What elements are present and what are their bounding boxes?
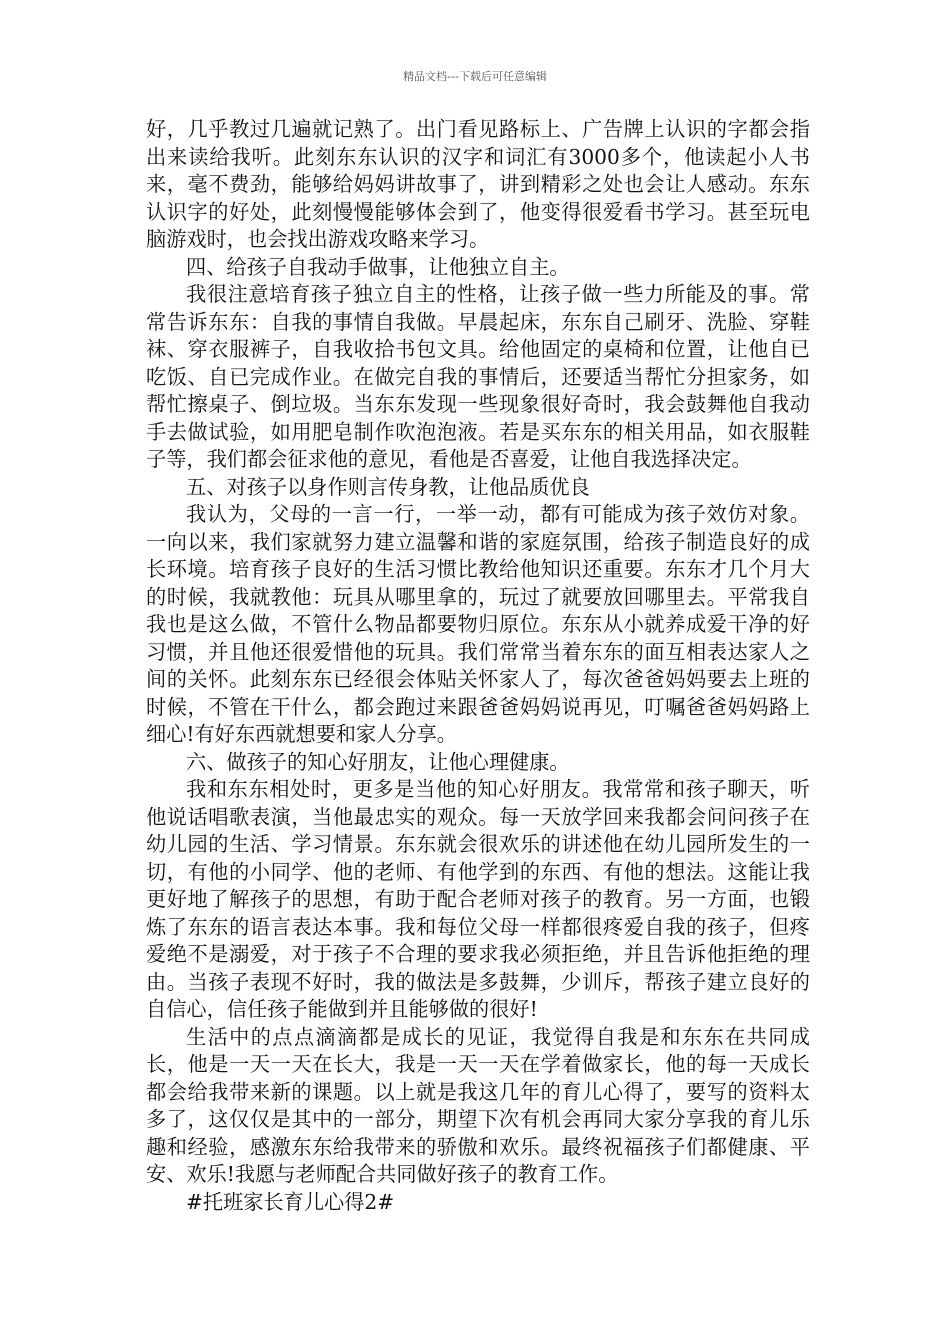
section-heading: 五、对孩子以身作则言传身教，让他品质优良 (186, 474, 590, 499)
paragraph: 生活中的点点滴滴都是成长的见证，我觉得自我是和东东在共同成长，他是一天一天在长大，我是一天一天在学着做家长，他的每一天成长都会给我带来新的课题。以上就是我这几年的育儿心得了，要写的资料太多了，这仅仅是其中的一部分，期望下次有机会再同大家分享我的育儿乐趣和经验，感激东东给我带来的骄傲和欢乐。最终祝福孩子们都健康、平安、欢乐!我愿与老师配合共同做好孩子的教育工作。 (146, 1024, 810, 1186)
page-header: 精品文档---下载后可任意编辑 (403, 70, 547, 83)
section-heading: 六、做孩子的知心好朋友，让他心理健康。 (186, 749, 570, 774)
document-title: #托班家长育儿心得2# (186, 1189, 395, 1214)
document-body (146, 116, 810, 1216)
paragraph: 我和东东相处时，更多是当他的知心好朋友。我常常和孩子聊天，听他说话唱歌表演，当他最忠实的观众。每一天放学回来我都会问问孩子在幼儿园的生活、学习情景。东东就会很欢乐的讲述他在幼儿园所发生的一切，有他的小同学、他的老师、有他学到的东西、有他的想法。这能让我更好地了解孩子的思想，有助于配合老师对孩子的教育。另一方面，也锻炼了东东的语言表达本事。我和每位父母一样都很疼爱自我的孩子，但疼爱绝不是溺爱，对于孩子不合理的要求我必须拒绝，并且告诉他拒绝的理由。当孩子表现不好时，我的做法是多鼓舞，少训斥，帮孩子建立良好的自信心，信任孩子能做到并且能够做的很好! (146, 777, 810, 1021)
paragraph: 我很注意培育孩子独立自主的性格，让孩子做一些力所能及的事。常常告诉东东：自我的事情自我做。早晨起床，东东自己刷牙、洗脸、穿鞋袜、穿衣服裤子，自我收拾书包文具。给他固定的桌椅和位置，让他自已吃饭、自已完成作业。在做完自我的事情后，还要适当帮忙分担家务，如帮忙擦桌子、倒垃圾。当东东发现一些现象很好奇时，我会鼓舞他自我动手去做试验，如用肥皂制作吹泡泡液。若是买东东的相关用品，如衣服鞋子等，我们都会征求他的意见，看他是否喜爱，让他自我选择决定。 (146, 282, 810, 471)
section-heading: 四、给孩子自我动手做事，让他独立自主。 (186, 254, 570, 279)
paragraph: 我认为，父母的一言一行，一举一动，都有可能成为孩子效仿对象。一向以来，我们家就努力建立温馨和谐的家庭氛围，给孩子制造良好的成长环境。培育孩子良好的生活习惯比教给他知识还重要。东东才几个月大的时候，我就教他：玩具从哪里拿的，玩过了就要放回哪里去。平常我自我也是这么做，不管什么物品都要物归原位。东东从小就养成爱干净的好习惯，并且他还很爱惜他的玩具。我们常常当着东东的面互相表达家人之间的关怀。此刻东东已经很会体贴关怀家人了，每次爸爸妈妈要去上班的时候，不管在干什么，都会跑过来跟爸爸妈妈说再见，叮嘱爸爸妈妈路上细心!有好东西就想要和家人分享。 (146, 502, 810, 746)
paragraph: 好，几乎教过几遍就记熟了。出门看见路标上、广告牌上认识的字都会指出来读给我听。此刻东东认识的汉字和词汇有3000多个，他读起小人书来，毫不费劲，能够给妈妈讲故事了，讲到精彩之处也会让人感动。东东认识字的好处，此刻慢慢能够体会到了，他变得很爱看书学习。甚至玩电脑游戏时，也会找出游戏攻略来学习。 (146, 117, 810, 251)
